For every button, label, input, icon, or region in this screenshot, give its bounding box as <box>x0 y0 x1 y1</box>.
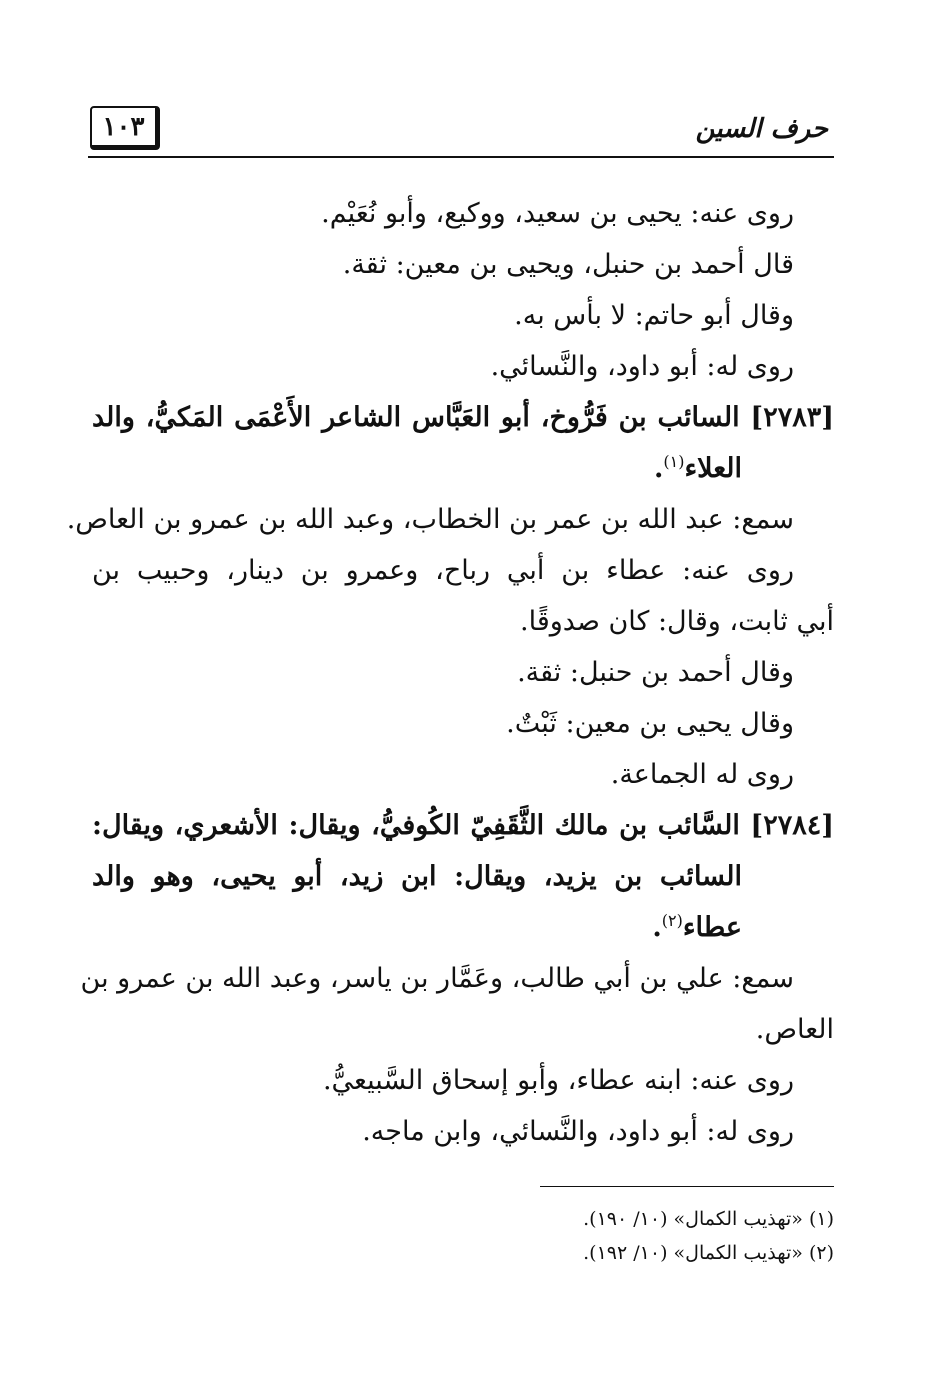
text-line: روى له: أبو داود، والنَّسائي، وابن ماجه. <box>362 1116 794 1147</box>
entry-heading-end: . <box>652 912 662 943</box>
entry-heading-2784-cont: السائب بن يزيد، ويقال: ابن زيد، أبو يحيى، وهو والد <box>92 861 742 892</box>
text-line: سمع: علي بن أبي طالب، وعَمَّار بن ياسر، وعبد الله بن عمرو بن <box>80 963 794 994</box>
text-line: روى عنه: عطاء بن أبي رباح، وعمرو بن دينار، وحبيب بن <box>92 555 794 586</box>
text-line: وقال يحيى بن معين: ثَبْتٌ. <box>506 708 794 739</box>
text-line: وقال أبو حاتم: لا بأس به. <box>514 300 794 331</box>
footnote-ref: (٢) <box>661 911 683 930</box>
page-header <box>88 100 834 160</box>
entry-heading-end: . <box>653 453 664 484</box>
footnotes <box>400 1202 834 1270</box>
footnote-divider <box>540 1186 834 1187</box>
entry-heading-2784: [٢٧٨٤] السَّائب بن مالك الثَّقَفِيّ الكُوفيُّ، ويقال: الأشعري، ويقال: <box>92 810 834 841</box>
text-line: أبي ثابت، وقال: كان صدوقًا. <box>520 606 834 637</box>
text-line: روى له الجماعة. <box>610 759 794 790</box>
text-line: روى عنه: ابنه عطاء، وأبو إسحاق السَّبيعيُّ. <box>322 1065 794 1096</box>
text-line: روى عنه: يحيى بن سعيد، ووكيع، وأبو نُعَيْم. <box>321 198 794 229</box>
entry-heading-text: عطاء <box>682 912 742 943</box>
footnote-ref: (١) <box>663 452 685 471</box>
entry-heading-2783-cont <box>92 443 834 494</box>
chapter-title: حرف السين <box>695 114 828 144</box>
entry-heading-2783: [٢٧٨٣] السائب بن فَرُّوخ، أبو العَبَّاس الشاعر الأَعْمَى المَكيُّ، والد <box>92 402 834 433</box>
footnote: (٢) «تهذيب الكمال» (١٠/ ١٩٢). <box>583 1242 834 1264</box>
text-line: وقال أحمد بن حنبل: ثقة. <box>517 657 794 688</box>
page-body <box>66 188 834 1157</box>
page-number: ١٠٣ <box>90 106 160 150</box>
footnote: (١) «تهذيب الكمال» (١٠/ ١٩٠). <box>583 1208 834 1230</box>
text-line: سمع: عبد الله بن عمر بن الخطاب، وعبد الله بن عمرو بن العاص. <box>66 504 794 535</box>
text-line: روى له: أبو داود، والنَّسائي. <box>490 351 794 382</box>
text-line: العاص. <box>755 1014 834 1045</box>
header-divider <box>88 156 834 158</box>
text-line: قال أحمد بن حنبل، ويحيى بن معين: ثقة. <box>342 249 794 280</box>
entry-heading-2784-end <box>92 902 834 953</box>
entry-heading-text: العلاء <box>684 453 742 484</box>
